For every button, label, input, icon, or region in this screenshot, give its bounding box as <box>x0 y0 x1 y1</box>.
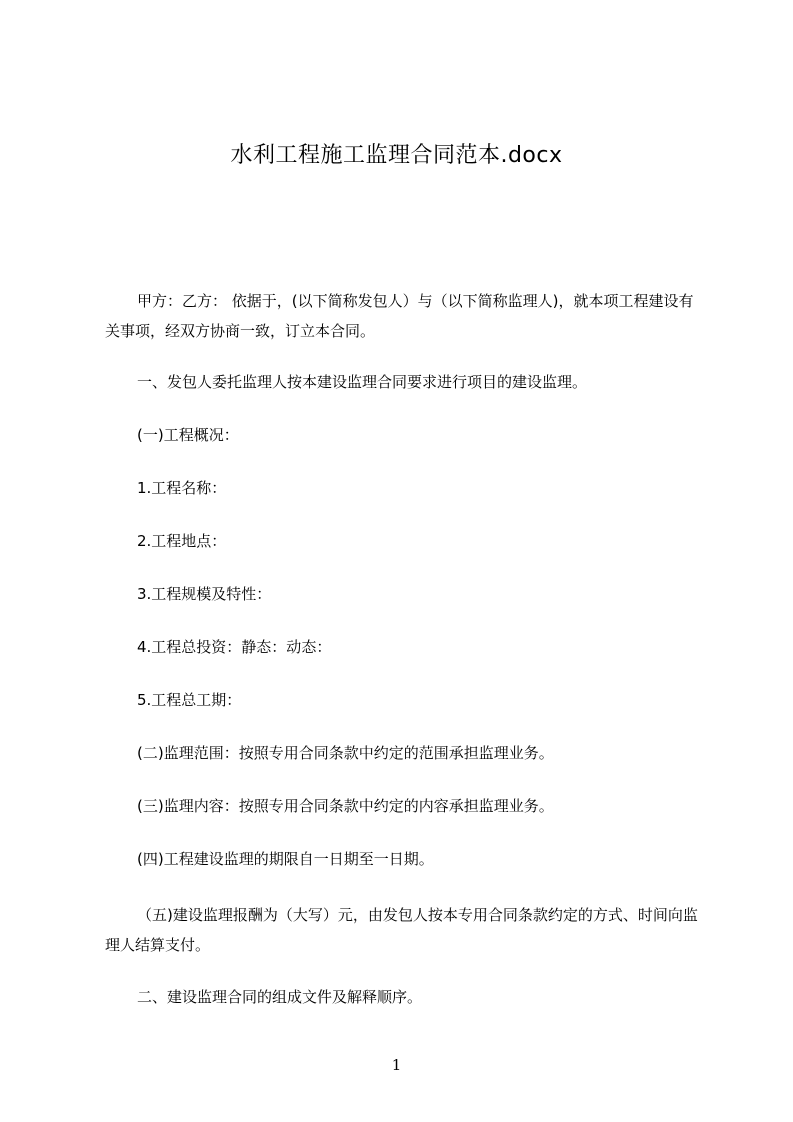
paragraph-supervision-fee: （五)建设监理报酬为（大写）元，由发包人按本专用合同条款约定的方式、时间向监理人结算支付。 <box>105 906 698 954</box>
paragraph-project-investment: 4.工程总投资：静态：动态： <box>137 638 332 656</box>
paragraph-supervision-content: (三)监理内容：按照专用合同条款中约定的内容承担监理业务。 <box>137 797 554 815</box>
paragraph-supervision-scope: (二)监理范围：按照专用合同条款中约定的范围承担监理业务。 <box>137 744 554 762</box>
paragraph-project-scale: 3.工程规模及特性： <box>137 585 272 603</box>
paragraph-preamble: 甲方：乙方： 依据于，(以下简称发包人）与（以下简称监理人)，就本项工程建设有关事项，经双方协商一致，订立本合同。 <box>105 292 694 340</box>
paragraph-section-2: 二、建设监理合同的组成文件及解释顺序。 <box>137 988 423 1006</box>
paragraph-supervision-period: (四)工程建设监理的期限自一日期至一日期。 <box>137 850 434 868</box>
document-title: 水利工程施工监理合同范本.docx <box>230 143 563 168</box>
paragraph-project-overview: (一)工程概况： <box>137 426 239 444</box>
paragraph-section-1: 一、发包人委托监理人按本建设监理合同要求进行项目的建设监理。 <box>137 373 588 391</box>
page-number: 1 <box>391 1056 402 1074</box>
paragraph-project-name: 1.工程名称： <box>137 479 227 497</box>
paragraph-project-location: 2.工程地点： <box>137 532 227 550</box>
paragraph-project-duration: 5.工程总工期： <box>137 691 242 709</box>
